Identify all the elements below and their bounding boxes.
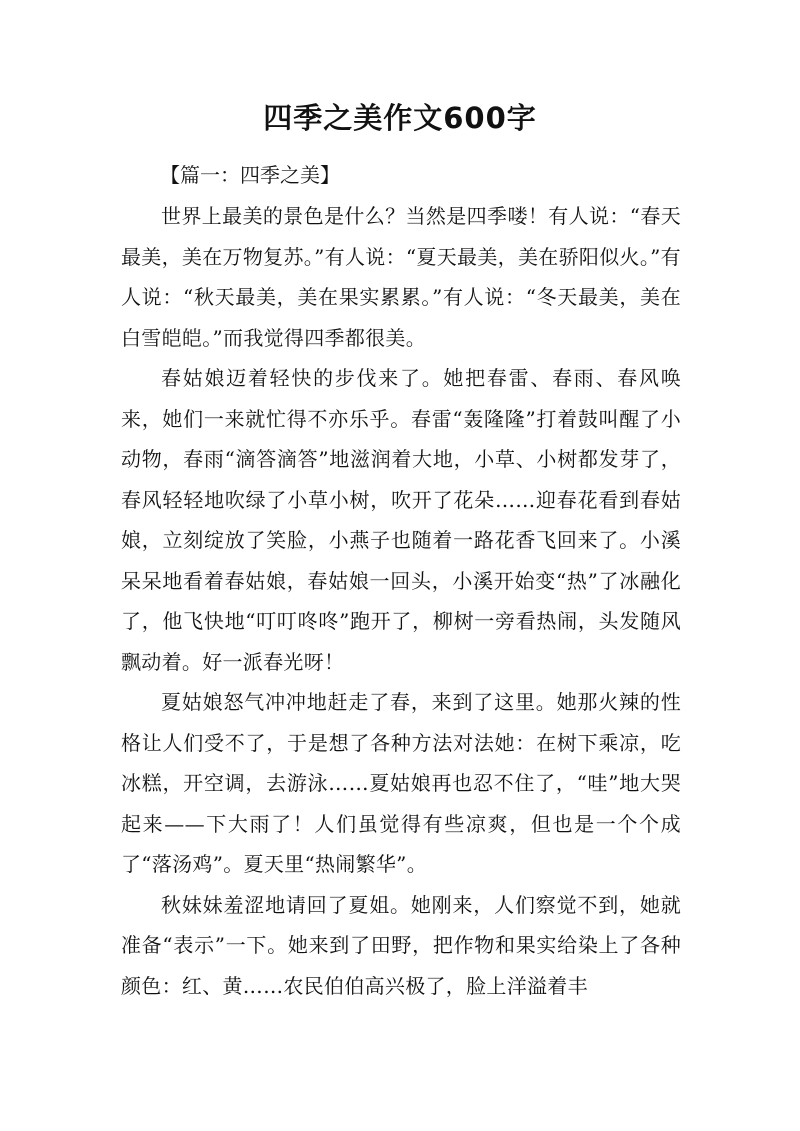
paragraph-intro: 世界上最美的景色是什么？当然是四季喽！有人说：“春天最美，美在万物复苏。”有人说：“夏天最美，美在骄阳似火。”有人说：“秋天最美，美在果实累累。”有人说：“冬天最美，美在白雪皑皑。”而我觉得四季都很美。	[121, 204, 681, 350]
paragraph-spring: 春姑娘迈着轻快的步伐来了。她把春雷、春雨、春风唤来，她们一来就忙得不亦乐乎。春雷“轰隆隆”打着鼓叫醒了小动物，春雨“滴答滴答”地滋润着大地，小草、小树都发芽了，春风轻轻地吹绿了小草小树，吹开了花朵……迎春花看到春姑娘，立刻绽放了笑脸，小燕子也随着一路花香飞回来了。小溪呆呆地看着春姑娘，春姑娘一回头，小溪开始变“热”了冰融化了，他飞快地“叮叮咚咚”跑开了，柳树一旁看热闹，头发随风飘动着。好一派春光呀！	[121, 366, 681, 674]
paragraph-summer: 夏姑娘怒气冲冲地赶走了春，来到了这里。她那火辣的性格让人们受不了，于是想了各种方法对法她：在树下乘凉，吃冰糕，开空调，去游泳……夏姑娘再也忍不住了，“哇”地大哭起来——下大雨了！人们虽觉得有些凉爽，但也是一个个成了“落汤鸡”。夏天里“热闹繁华”。	[121, 690, 681, 876]
paragraph-autumn: 秋妹妹羞涩地请回了夏姐。她刚来，人们察觉不到，她就准备“表示”一下。她来到了田野，把作物和果实给染上了各种颜色：红、黄……农民伯伯高兴极了，脸上洋溢着丰	[121, 892, 681, 998]
section-heading: 【篇一：四季之美】	[160, 163, 340, 187]
essay-body	[121, 196, 681, 1006]
document-title: 四季之美作文600字	[263, 101, 537, 135]
